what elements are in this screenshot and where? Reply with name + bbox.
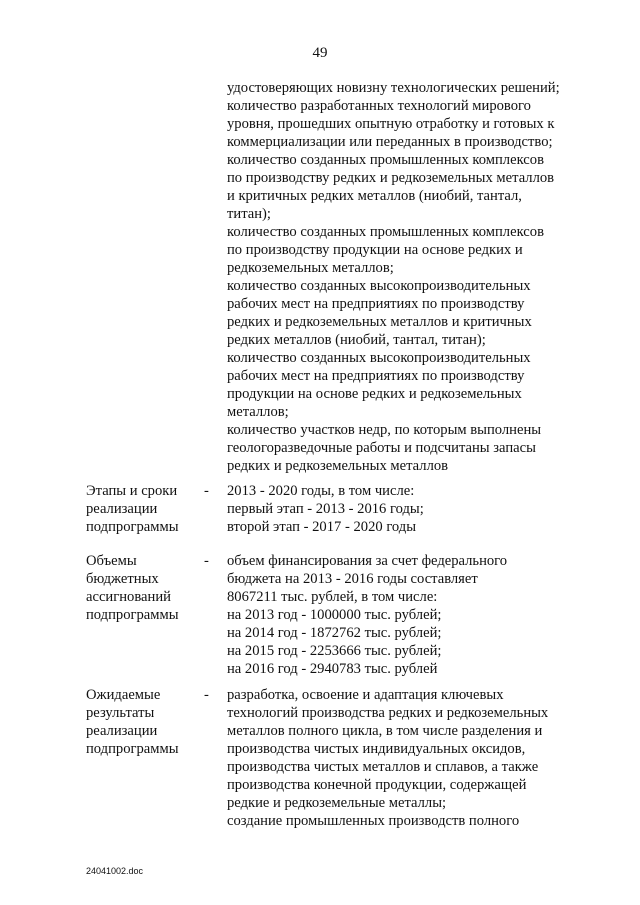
body-line: по производству редких и редкоземельных металлов (227, 170, 555, 186)
section-text-line: на 2016 год - 2940783 тыс. рублей (227, 661, 438, 677)
section-text-line: второй этап - 2017 - 2020 годы (227, 519, 417, 535)
body-line: геологоразведочные работы и подсчитаны запасы (227, 440, 536, 456)
body-line: редких и редкоземельных металлов и критичных (227, 314, 532, 330)
section-text-line: технологий производства редких и редкоземельных (227, 705, 549, 721)
section-text-line: объем финансирования за счет федерального (227, 553, 508, 569)
section-label-line: Этапы и сроки (86, 483, 178, 499)
section-text-line: производства конечной продукции, содержащей (227, 777, 527, 793)
body-line: металлов; (227, 404, 289, 420)
body-line: количество созданных промышленных комплексов (227, 152, 544, 168)
body-line: количество участков недр, по которым выполнены (227, 422, 542, 438)
body-line: продукции на основе редких и редкоземельных (227, 386, 522, 402)
section-dash: - (204, 483, 209, 499)
section-text-line: производства чистых металлов и сплавов, а также (227, 759, 539, 775)
section-text-line: на 2013 год - 1000000 тыс. рублей; (227, 607, 442, 623)
section-text-line: 2013 - 2020 годы, в том числе: (227, 483, 415, 499)
section-text-line: на 2014 год - 1872762 тыс. рублей; (227, 625, 442, 641)
section-text-line: бюджета на 2013 - 2016 годы составляет (227, 571, 478, 587)
section-text-line: металлов полного цикла, в том числе разделения и (227, 723, 543, 739)
body-line: рабочих мест на предприятиях по производству (227, 296, 525, 312)
section-label-line: Ожидаемые (86, 687, 161, 703)
section-text-line: разработка, освоение и адаптация ключевых (227, 687, 504, 703)
body-line: титан); (227, 206, 271, 222)
section-label-line: результаты (86, 705, 155, 721)
body-line: и критичных редких металлов (ниобий, тантал, (227, 188, 522, 204)
section-label-line: реализации (86, 501, 158, 517)
body-line: по производству продукции на основе редких и (227, 242, 523, 258)
body-line: редких и редкоземельных металлов (227, 458, 449, 474)
section-text-line: производства чистых индивидуальных оксидов, (227, 741, 526, 757)
body-line: редких металлов (ниобий, тантал, титан); (227, 332, 486, 348)
section-label-line: подпрограммы (86, 607, 179, 623)
section-label-line: подпрограммы (86, 741, 179, 757)
section-label-line: Объемы (86, 553, 137, 569)
section-label-line: подпрограммы (86, 519, 179, 535)
body-line: рабочих мест на предприятиях по производству (227, 368, 525, 384)
body-line: количество созданных высокопроизводительных (227, 350, 531, 366)
section-text-line: создание промышленных производств полного (227, 813, 520, 829)
body-line: удостоверяющих новизну технологических решений; (227, 80, 560, 96)
section-label-line: ассигнований (86, 589, 171, 605)
body-line: количество созданных высокопроизводительных (227, 278, 531, 294)
section-text-line: на 2015 год - 2253666 тыс. рублей; (227, 643, 442, 659)
body-line: уровня, прошедших опытную отработку и готовых к (227, 116, 555, 132)
body-line: количество созданных промышленных комплексов (227, 224, 544, 240)
body-line: количество разработанных технологий мирового (227, 98, 531, 114)
page-number: 49 (312, 45, 328, 61)
body-line: редкоземельных металлов; (227, 260, 394, 276)
section-text-line: 8067211 тыс. рублей, в том числе: (227, 589, 438, 605)
section-dash: - (204, 687, 209, 703)
body-line: коммерциализации или переданных в производство; (227, 134, 553, 150)
section-label-line: реализации (86, 723, 158, 739)
section-label-line: бюджетных (86, 571, 159, 587)
section-text-line: первый этап - 2013 - 2016 годы; (227, 501, 424, 517)
section-text-line: редкие и редкоземельные металлы; (227, 795, 447, 811)
section-dash: - (204, 553, 209, 569)
footer-filename: 24041002.doc (86, 866, 144, 876)
